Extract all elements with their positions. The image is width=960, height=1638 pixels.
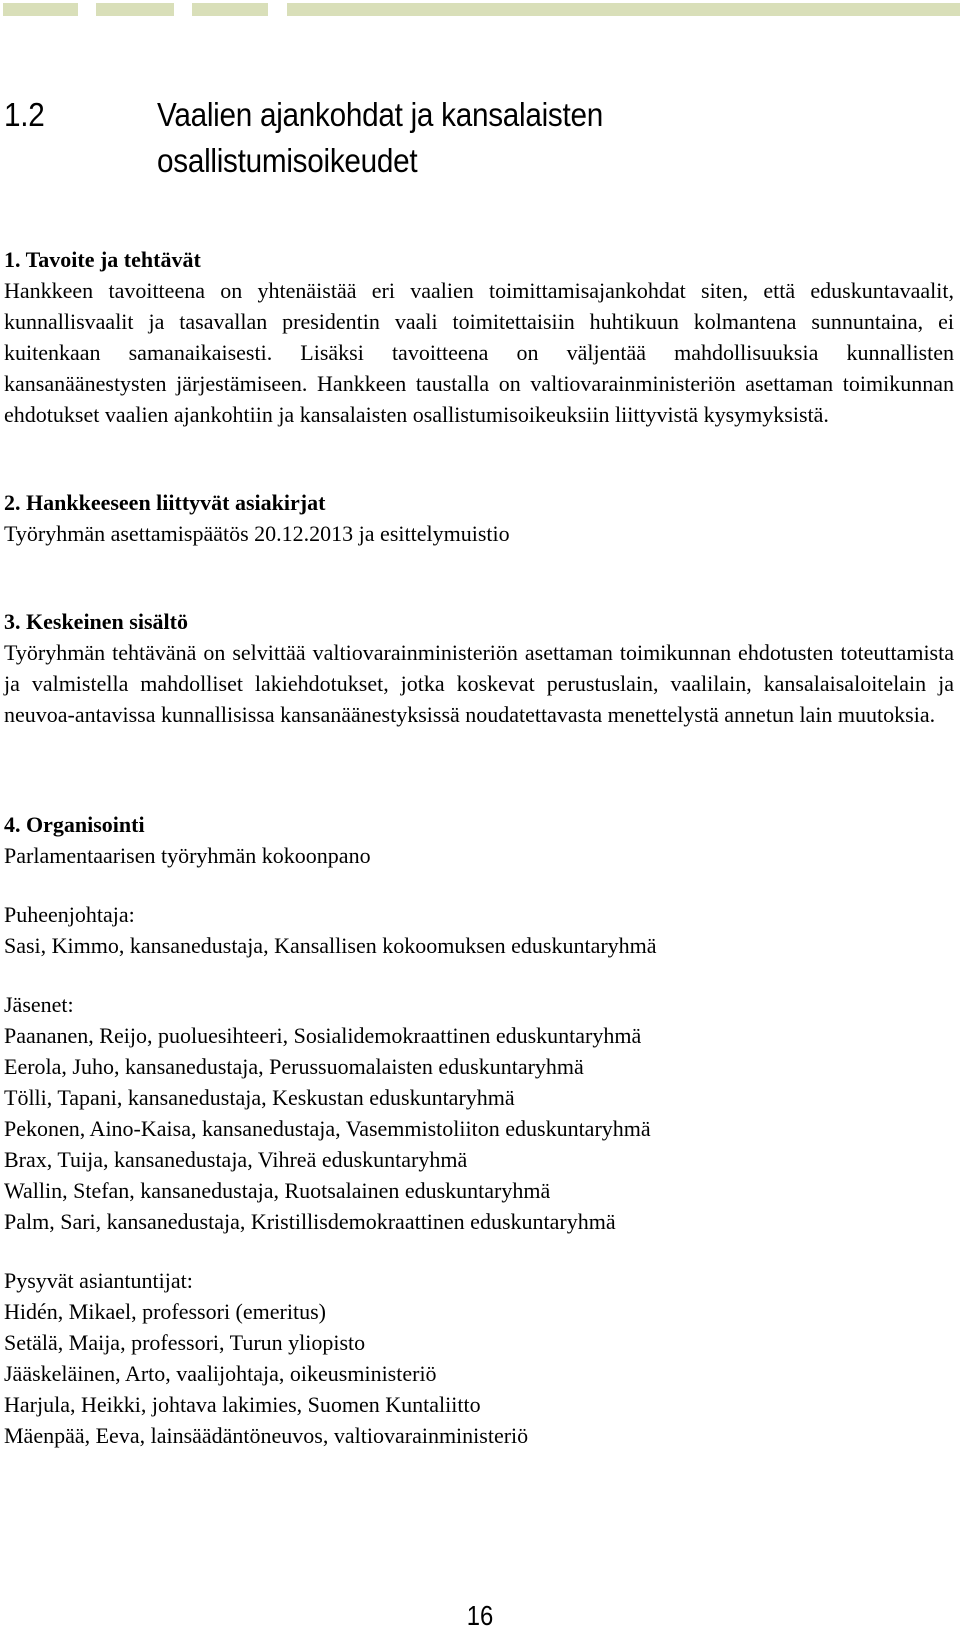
- document-body: [4, 244, 954, 1451]
- section-2-title: 2. Hankkeeseen liittyvät asiakirjat: [4, 490, 326, 515]
- member-entry: Pekonen, Aino-Kaisa, kansanedustaja, Vasemmistoliiton eduskuntaryhmä: [4, 1116, 651, 1141]
- expert-entry: Harjula, Heikki, johtava lakimies, Suomen Kuntaliitto: [4, 1392, 481, 1417]
- experts-label: Pysyvät asiantuntijat:: [4, 1268, 193, 1293]
- section-2-body: Työryhmän asettamispäätös 20.12.2013 ja esittelymuistio: [4, 521, 510, 546]
- top-bar-segment: [287, 3, 960, 16]
- experts-list: [4, 1296, 954, 1451]
- expert-entry: Setälä, Maija, professori, Turun yliopisto: [4, 1330, 366, 1355]
- members-label: Jäsenet:: [4, 992, 74, 1017]
- chair-label: Puheenjohtaja:: [4, 902, 135, 927]
- top-bar-segment: [192, 3, 268, 16]
- heading-number: 1.2: [4, 96, 45, 133]
- member-entry: Brax, Tuija, kansanedustaja, Vihreä eduskuntaryhmä: [4, 1147, 468, 1172]
- member-entry: Wallin, Stefan, kansanedustaja, Ruotsalainen eduskuntaryhmä: [4, 1178, 551, 1203]
- page-number: 16: [466, 1600, 494, 1631]
- member-entry: Tölli, Tapani, kansanedustaja, Keskustan eduskuntaryhmä: [4, 1085, 515, 1110]
- heading-title-line-2: osallistumisoikeudet: [157, 142, 418, 179]
- member-entry: Eerola, Juho, kansanedustaja, Perussuomalaisten eduskuntaryhmä: [4, 1054, 584, 1079]
- top-bar-segment: [3, 3, 78, 16]
- member-entry: Paananen, Reijo, puoluesihteeri, Sosialidemokraattinen eduskuntaryhmä: [4, 1023, 642, 1048]
- members-list: [4, 1020, 954, 1237]
- top-decoration-bar: [0, 3, 960, 16]
- section-1-title: 1. Tavoite ja tehtävät: [4, 247, 201, 272]
- section-1-body: Hankkeen tavoitteena on yhtenäistää eri vaalien toimittamisajankohdat siten, että eduskuntavaalit, kunnallisvaalit ja tasavallan presidentin vaali toimitettaisiin huhtikuun kolmantena sunnuntaina, ei kuitenkaan samanaikaisesti. Lisäksi tavoitteena on väljentää mahdollisuuksia kunnallisten kansanäänestysten järjestämiseen. Hankkeen taustalla on valtiovarainministeriön asettaman toimikunnan ehdotukset vaalien ajankohtiin ja kansalaisten osallistumisoikeuksiin liittyvistä kysymyksistä.: [4, 278, 954, 427]
- heading-line-1: [4, 92, 603, 138]
- expert-entry: Jääskeläinen, Arto, vaalijohtaja, oikeusministeriö: [4, 1361, 437, 1386]
- section-4-subtitle: Parlamentaarisen työryhmän kokoonpano: [4, 843, 371, 868]
- heading-title-line-1: Vaalien ajankohdat ja kansalaisten: [157, 96, 604, 133]
- expert-entry: Hidén, Mikael, professori (emeritus): [4, 1299, 326, 1324]
- section-3-title: 3. Keskeinen sisältö: [4, 609, 188, 634]
- chapter-heading: [4, 92, 603, 184]
- section-4-title: 4. Organisointi: [4, 812, 145, 837]
- member-entry: Palm, Sari, kansanedustaja, Kristillisdemokraattinen eduskuntaryhmä: [4, 1209, 616, 1234]
- expert-entry: Mäenpää, Eeva, lainsäädäntöneuvos, valtiovarainministeriö: [4, 1423, 529, 1448]
- chair-entry: Sasi, Kimmo, kansanedustaja, Kansallisen kokoomuksen eduskuntaryhmä: [4, 933, 657, 958]
- top-bar-segment: [96, 3, 174, 16]
- section-3-body: Työryhmän tehtävänä on selvittää valtiovarainministeriön asettaman toimikunnan ehdotusten toteuttamista ja valmistella mahdolliset lakiehdotukset, jotka koskevat perustuslain, vaalilain, kansalaisaloitelain ja neuvoa-antavissa kunnallisissa kansanäänestyksissä noudatettavasta menettelystä annetun lain muutoksia.: [4, 640, 954, 727]
